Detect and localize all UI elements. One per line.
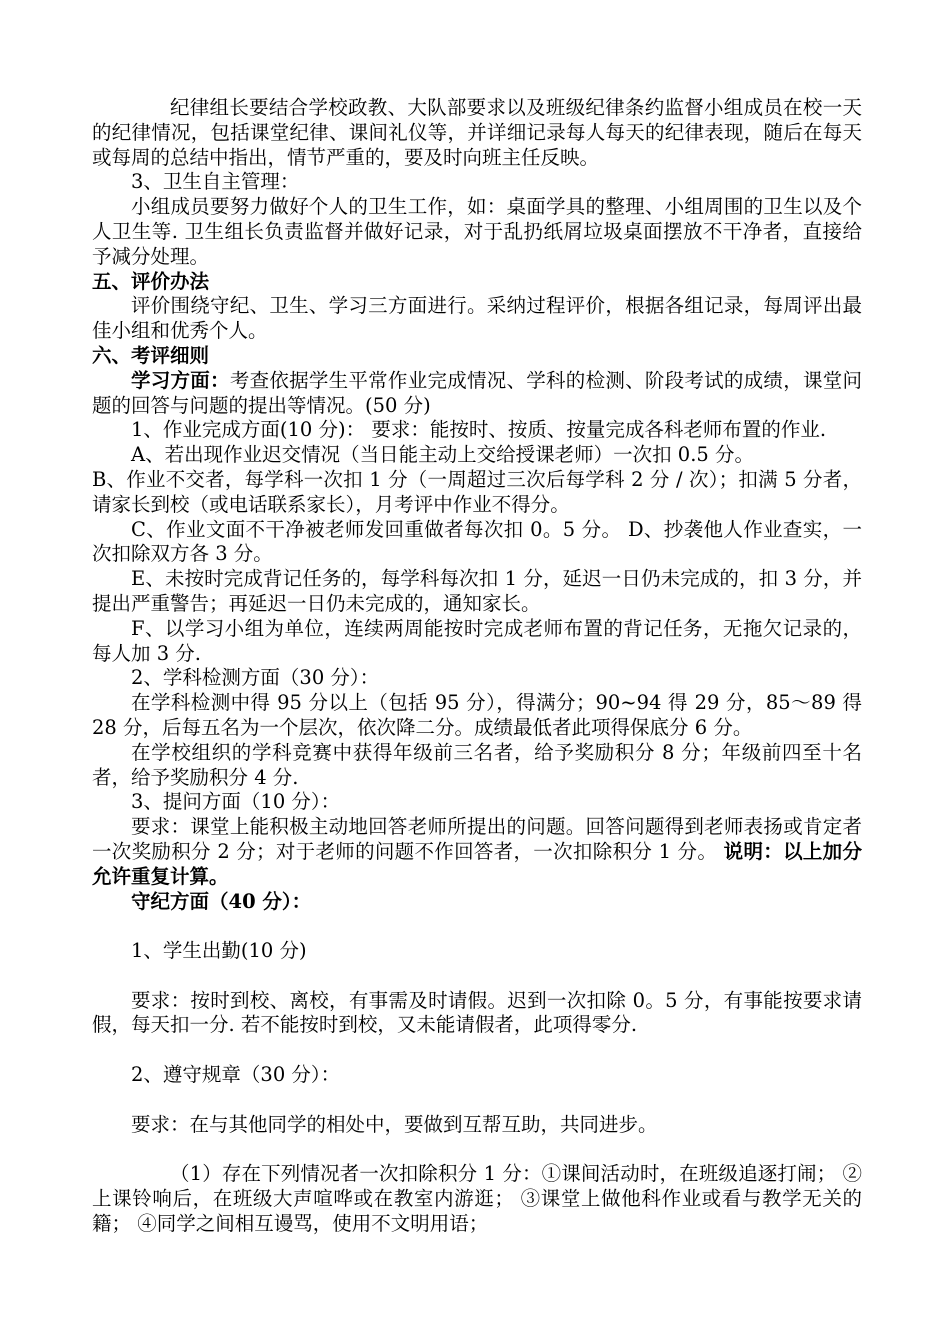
paragraph-discipline-leader: 纪律组长要结合学校政教、大队部要求以及班级纪律条约监督小组成员在校一天的纪律情况，包括课堂纪律、课间礼仪等，并详细记录每人每天的纪律表现，随后在每天或每周的总结中指出，情节严重的，要及时向班主任反映。 (92, 96, 862, 169)
rule-a: A、若出现作业迟交情况（当日能主动上交给授课老师）一次扣 0.5 分。 (131, 443, 754, 467)
paragraph-hygiene: 小组成员要努力做好个人的卫生工作，如：桌面学具的整理、小组周围的卫生以及个人卫生等. 卫生组长负责监督并做好记录，对于乱扔纸屑垃圾桌面摆放不干净者，直接给予减分处理。 (92, 195, 862, 268)
paragraph-test-scores: 在学科检测中得 95 分以上（包括 95 分），得满分；90~94 得 29 分，85～89 得 28 分，后每五名为一个层次，依次降二分。成绩最低者此项得保底分 6 分。 (92, 691, 862, 739)
rule-e: E、未按时完成背记任务的，每学科每次扣 1 分，延迟一日仍未完成的，扣 3 分，并提出严重警告；再延迟一日仍未完成的，通知家长。 (92, 567, 862, 615)
spacer (92, 1137, 862, 1162)
note-repeatable: 说明：以上加分允许重复计算。 (92, 839, 862, 888)
section-heading-assessment-details: 六、考评细则 (92, 343, 210, 367)
questions-text: 要求：课堂上能积极主动地回答老师所提出的问题。回答问题得到老师表扬或肯定者一次奖励积分 2 分；对于老师的问题不作回答者，一次扣除积分 1 分。 (92, 815, 862, 863)
spacer (92, 1088, 862, 1113)
paragraph-study-aspect (92, 369, 862, 419)
paragraph-questions (92, 815, 862, 889)
heading-questions: 3、提问方面（10 分）： (131, 790, 341, 814)
rule-f: F、以学习小组为单位，连续两周能按时完成老师布置的背记任务，无拖欠记录的，每人加 3 分. (92, 616, 862, 665)
heading-hygiene-management: 3、卫生自主管理： (131, 170, 300, 194)
heading-subject-test: 2、学科检测方面（30 分）： (131, 666, 380, 690)
document-page (92, 96, 862, 1237)
heading-discipline: 守纪方面（40 分）： (131, 889, 312, 913)
rule-c-d: C、作业文面不干净被老师发回重做者每次扣 0。5 分。 D、抄袭他人作业查实，一次扣除双方各 3 分。 (92, 517, 862, 566)
spacer (92, 964, 862, 989)
spacer (92, 914, 862, 939)
paragraph-rules: 要求：在与其他同学的相处中，要做到互帮互助，共同进步。 (131, 1112, 658, 1136)
section-heading-evaluation-method: 五、评价办法 (92, 269, 210, 293)
paragraph-homework: 1、作业完成方面(10 分)： 要求：能按时、按质、按量完成各科老师布置的作业. (131, 418, 827, 442)
study-aspect-text: 考查依据学生平常作业完成情况、学科的检测、阶段考试的成绩，课堂问题的回答与问题的提出等情况。(50 分) (92, 368, 862, 417)
heading-rules: 2、遵守规章（30 分）： (131, 1063, 341, 1087)
study-aspect-label: 学习方面： (131, 368, 230, 392)
paragraph-competition: 在学校组织的学科竞赛中获得年级前三名者，给予奖励积分 8 分；年级前四至十名者，给予奖励积分 4 分. (92, 740, 862, 789)
paragraph-violations: （1）存在下列情况者一次扣除积分 1 分：①课间活动时，在班级追逐打闹； ②上课铃响后，在班级大声喧哗或在教室内游逛； ③课堂上做他科作业或看与教学无关的籍； ④同学之间相互谩骂，使用不文明用语； (92, 1162, 862, 1235)
heading-attendance: 1、学生出勤(10 分) (131, 939, 307, 963)
rule-b: B、作业不交者，每学科一次扣 1 分（一周超过三次后每学科 2 分 / 次）；扣满 5 分者，请家长到校（或电话联系家长），月考评中作业不得分。 (92, 467, 862, 516)
paragraph-evaluation: 评价围绕守纪、卫生、学习三方面进行。采纳过程评价，根据各组记录，每周评出最佳小组和优秀个人。 (92, 294, 862, 343)
spacer (92, 1038, 862, 1063)
paragraph-attendance: 要求：按时到校、离校，有事需及时请假。迟到一次扣除 0。5 分，有事能按要求请假，每天扣一分. 若不能按时到校，又未能请假者，此项得零分. (92, 988, 862, 1037)
